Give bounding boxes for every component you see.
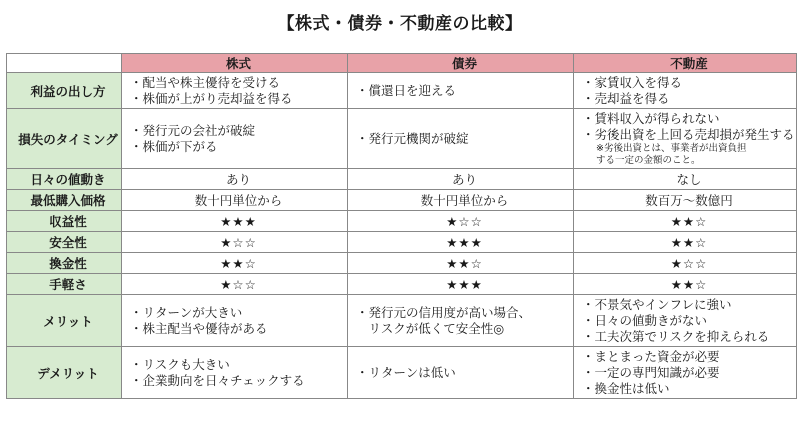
- row-liquidity: [7, 253, 797, 274]
- row-ease: [7, 274, 797, 295]
- star-rating-liquidity-stock: ★★☆: [122, 253, 348, 274]
- cell-daily-realestate: なし: [574, 169, 797, 190]
- bullet-line: ・企業動向を日々チェックする: [130, 372, 305, 388]
- cell-loss-bond: [348, 109, 574, 169]
- bullet-line: ・売却益を得る: [582, 90, 670, 106]
- bullet-line: ・株価が上がり売却益を得る: [130, 90, 293, 106]
- bullet-line: ・発行元機関が破綻: [356, 130, 469, 146]
- cell-profit-bond: [348, 73, 574, 109]
- cell-merit-realestate: [574, 295, 797, 347]
- header-corner-cell: [7, 54, 122, 73]
- row-label-merit: メリット: [7, 295, 122, 347]
- bullet-line: ・工夫次第でリスクを抑えられる: [582, 328, 770, 344]
- cell-loss-realestate: [574, 109, 797, 169]
- cell-minprice-realestate: 数百万～数億円: [574, 190, 797, 211]
- header-row: [7, 54, 797, 73]
- bullet-line: ・償還日を迎える: [356, 82, 457, 98]
- bullet-line: ・不景気やインフレに強い: [582, 296, 732, 312]
- row-label-loss: 損失のタイミング: [7, 109, 122, 169]
- cell-profit-stock: [122, 73, 348, 109]
- row-loss: [7, 109, 797, 169]
- star-rating-safety-bond: ★★★: [348, 232, 574, 253]
- bullet-line: ・株価が下がる: [130, 138, 218, 154]
- star-rating-ease-stock: ★☆☆: [122, 274, 348, 295]
- bullet-line: ・発行元の会社が破綻: [130, 122, 256, 138]
- star-rating-ease-realestate: ★★☆: [574, 274, 797, 295]
- header-stock: 株式: [122, 54, 348, 73]
- cell-minprice-bond: 数十円単位から: [348, 190, 574, 211]
- cell-demerit-realestate: [574, 347, 797, 399]
- star-rating-liquidity-realestate: ★☆☆: [574, 253, 797, 274]
- footnote-line: ※劣後出資とは、事業者が出資負担: [596, 142, 747, 154]
- row-label-minprice: 最低購入価格: [7, 190, 122, 211]
- row-safety: [7, 232, 797, 253]
- row-demerit: [7, 347, 797, 399]
- row-label-return: 収益性: [7, 211, 122, 232]
- cell-merit-bond: [348, 295, 574, 347]
- row-merit: [7, 295, 797, 347]
- cell-daily-bond: あり: [348, 169, 574, 190]
- header-realestate: 不動産: [574, 54, 797, 73]
- star-rating-ease-bond: ★★★: [348, 274, 574, 295]
- row-label-profit: 利益の出し方: [7, 73, 122, 109]
- star-rating-return-realestate: ★★☆: [574, 211, 797, 232]
- row-label-daily: 日々の値動き: [7, 169, 122, 190]
- cell-loss-stock: [122, 109, 348, 169]
- bullet-line: ・日々の値動きがない: [582, 312, 708, 328]
- bullet-line: リスクが低くて安全性◎: [356, 320, 505, 336]
- row-label-demerit: デメリット: [7, 347, 122, 399]
- row-daily: [7, 169, 797, 190]
- star-rating-return-bond: ★☆☆: [348, 211, 574, 232]
- row-minprice: [7, 190, 797, 211]
- comparison-table: [6, 53, 797, 399]
- bullet-line: ・家賃収入を得る: [582, 74, 683, 90]
- cell-minprice-stock: 数十円単位から: [122, 190, 348, 211]
- bullet-line: ・まとまった資金が必要: [582, 348, 720, 364]
- row-return: [7, 211, 797, 232]
- bullet-line: ・リターンは低い: [356, 364, 456, 380]
- bullet-line: ・リスクも大きい: [130, 356, 230, 372]
- row-label-ease: 手軽さ: [7, 274, 122, 295]
- bullet-line: ・劣後出資を上回る売却損が発生する: [582, 126, 795, 142]
- bullet-line: ・リターンが大きい: [130, 304, 243, 320]
- row-label-safety: 安全性: [7, 232, 122, 253]
- bullet-line: ・配当や株主優待を受ける: [130, 74, 281, 90]
- bullet-line: ・換金性は低い: [582, 380, 670, 396]
- page-title: 【株式・債券・不動産の比較】: [277, 14, 523, 34]
- row-label-liquidity: 換金性: [7, 253, 122, 274]
- bullet-line: ・発行元の信用度が高い場合、: [356, 304, 532, 320]
- cell-daily-stock: あり: [122, 169, 348, 190]
- cell-demerit-bond: [348, 347, 574, 399]
- cell-profit-realestate: [574, 73, 797, 109]
- star-rating-return-stock: ★★★: [122, 211, 348, 232]
- header-bond: 債券: [348, 54, 574, 73]
- cell-merit-stock: [122, 295, 348, 347]
- bullet-line: ・株主配当や優待がある: [130, 320, 268, 336]
- star-rating-safety-stock: ★☆☆: [122, 232, 348, 253]
- row-profit: [7, 73, 797, 109]
- star-rating-safety-realestate: ★★☆: [574, 232, 797, 253]
- star-rating-liquidity-bond: ★★☆: [348, 253, 574, 274]
- cell-demerit-stock: [122, 347, 348, 399]
- bullet-line: ・一定の専門知識が必要: [582, 364, 720, 380]
- footnote-line: する一定の金額のこと。: [596, 154, 701, 166]
- bullet-line: ・賃料収入が得られない: [582, 110, 720, 126]
